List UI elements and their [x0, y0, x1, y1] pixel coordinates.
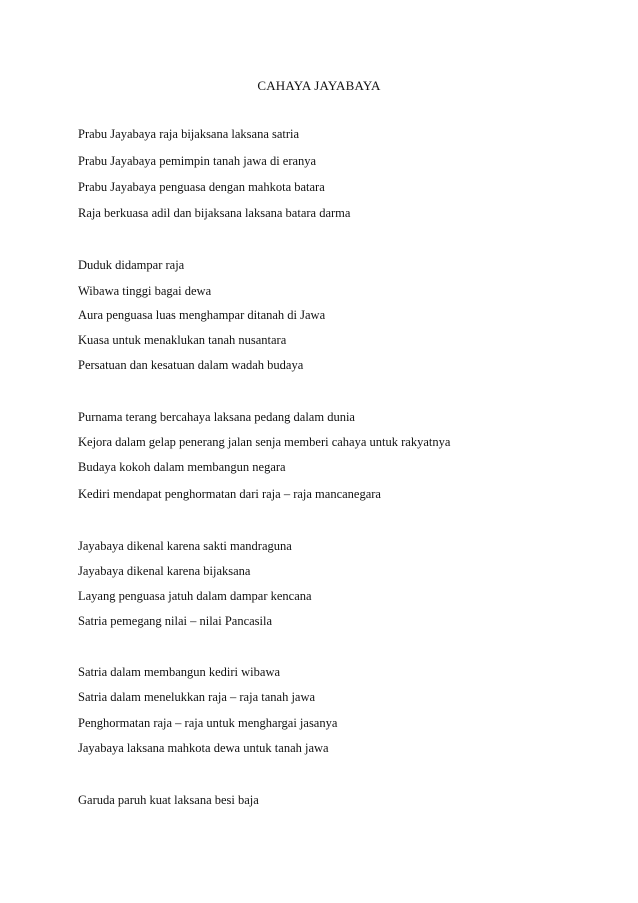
stanza-5-line-1: Satria dalam membangun kediri wibawa: [78, 665, 281, 679]
stanza-1-line-1: Prabu Jayabaya raja bijaksana laksana satria: [78, 127, 300, 141]
stanza-2-line-3: Aura penguasa luas menghampar ditanah di Jawa: [78, 308, 326, 322]
stanza-3-line-2: Kejora dalam gelap penerang jalan senja memberi cahaya untuk rakyatnya: [78, 435, 451, 449]
stanza-1-line-3: Prabu Jayabaya penguasa dengan mahkota batara: [78, 180, 325, 194]
stanza-2-line-2: Wibawa tinggi bagai dewa: [78, 284, 212, 298]
stanza-2-line-4: Kuasa untuk menaklukan tanah nusantara: [78, 333, 287, 347]
stanza-4-line-1: Jayabaya dikenal karena sakti mandraguna: [78, 539, 292, 553]
stanza-1-line-4: Raja berkuasa adil dan bijaksana laksana batara darma: [78, 206, 351, 220]
stanza-3-line-4: Kediri mendapat penghormatan dari raja – raja mancanegara: [78, 487, 381, 501]
stanza-2-line-1: Duduk didampar raja: [78, 258, 185, 272]
stanza-4-line-4: Satria pemegang nilai – nilai Pancasila: [78, 614, 273, 628]
stanza-4-line-2: Jayabaya dikenal karena bijaksana: [78, 564, 251, 578]
stanza-2-line-5: Persatuan dan kesatuan dalam wadah budaya: [78, 358, 304, 372]
stanza-4-line-3: Layang penguasa jatuh dalam dampar kencana: [78, 589, 312, 603]
stanza-5-line-4: Jayabaya laksana mahkota dewa untuk tanah jawa: [78, 741, 329, 755]
stanza-5-line-3: Penghormatan raja – raja untuk menghargai jasanya: [78, 716, 338, 730]
stanza-1-line-2: Prabu Jayabaya pemimpin tanah jawa di eranya: [78, 154, 317, 168]
stanza-3-line-1: Purnama terang bercahaya laksana pedang dalam dunia: [78, 410, 355, 424]
stanza-3-line-3: Budaya kokoh dalam membangun negara: [78, 460, 286, 474]
stanza-5-line-2: Satria dalam menelukkan raja – raja tanah jawa: [78, 690, 316, 704]
stanza-6-line-1: Garuda paruh kuat laksana besi baja: [78, 793, 259, 807]
poem-title: CAHAYA JAYABAYA: [257, 78, 381, 93]
